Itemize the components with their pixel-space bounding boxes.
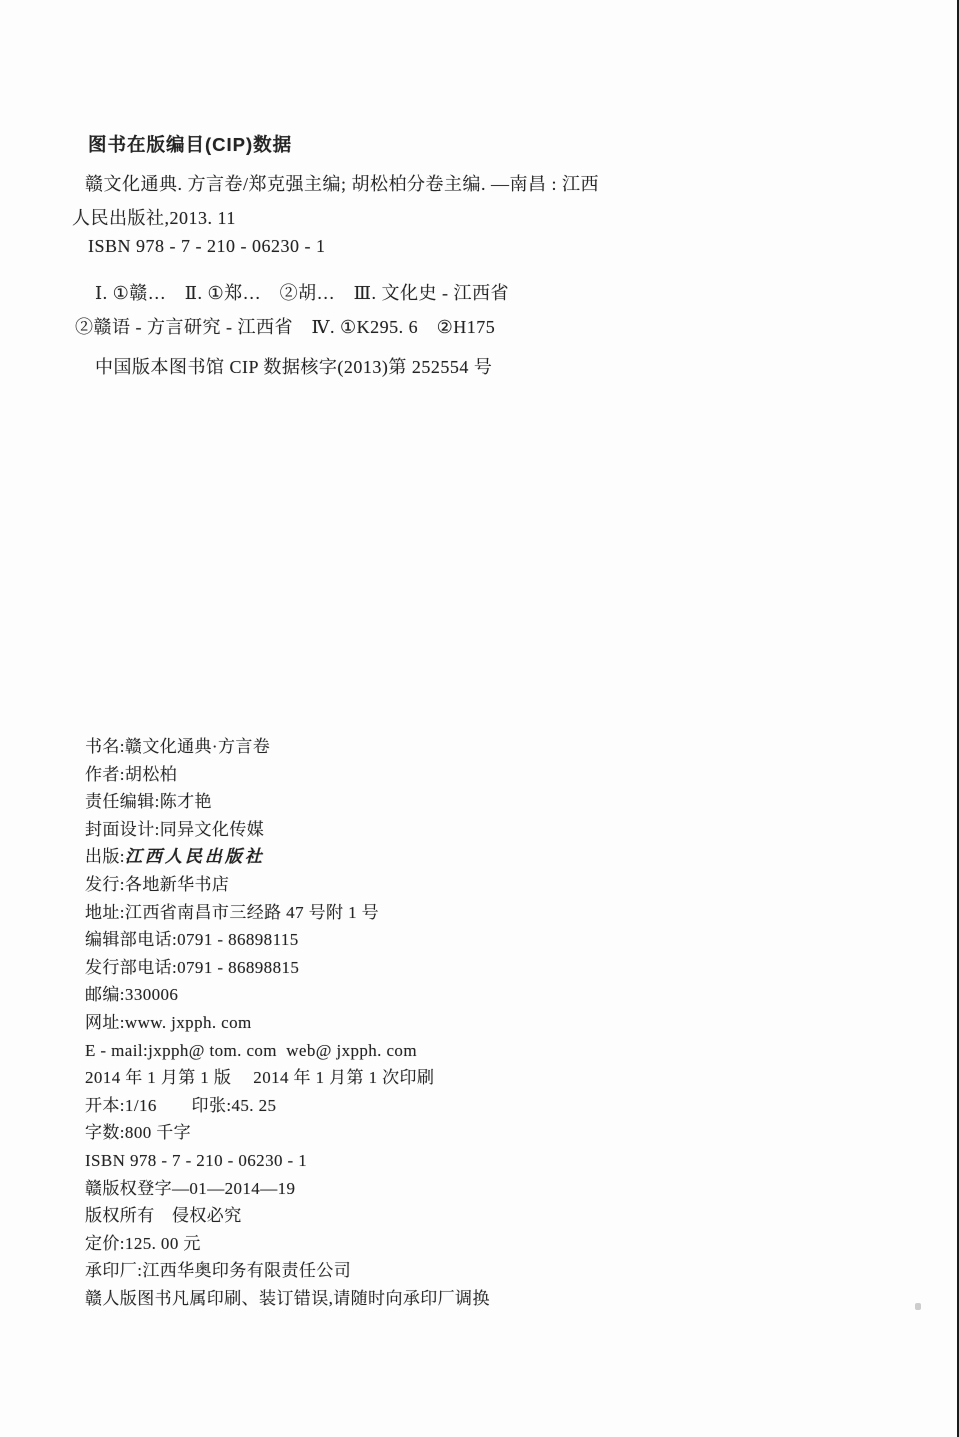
colophon-line-rights-notice: 版权所有 侵权必究 bbox=[85, 1206, 242, 1226]
cip-classification-line1: Ⅰ. ①赣… Ⅱ. ①郑… ②胡… Ⅲ. 文化史 - 江西省 bbox=[95, 283, 509, 303]
cip-entry-line1: 赣文化通典. 方言卷/郑克强主编; 胡松柏分卷主编. —南昌 : 江西 bbox=[85, 174, 600, 194]
colophon-line-edition: 2014 年 1 月第 1 版 2014 年 1 月第 1 次印刷 bbox=[85, 1068, 435, 1088]
colophon-line-publisher bbox=[85, 843, 785, 871]
colophon-line-email: E - mail:jxpph@ tom. com web@ jxpph. com bbox=[85, 1040, 417, 1060]
colophon-line-editorial-phone: 编辑部电话:0791 - 86898115 bbox=[85, 930, 299, 950]
colophon-line-word-count: 字数:800 千字 bbox=[85, 1123, 192, 1143]
colophon-line-postcode: 邮编:330006 bbox=[85, 985, 179, 1005]
colophon-line-format-sheets: 开本:1/16 印张:45. 25 bbox=[85, 1095, 277, 1115]
colophon-line-exchange-notice: 赣人版图书凡属印刷、装订错误,请随时向承印厂调换 bbox=[85, 1288, 490, 1308]
cip-entry-line2: 人民出版社,2013. 11 bbox=[72, 208, 236, 228]
colophon-line-distributor: 发行:各地新华书店 bbox=[85, 874, 230, 894]
colophon-line-copyright-registration: 赣版权登字—01—2014—19 bbox=[85, 1178, 296, 1198]
colophon-line-price: 定价:125. 00 元 bbox=[85, 1233, 201, 1253]
cip-heading: 图书在版编目(CIP)数据 bbox=[88, 134, 293, 155]
publisher-brand-name: 江西人民出版社 bbox=[124, 847, 265, 867]
colophon-block bbox=[85, 733, 785, 1312]
cip-registry-number: 中国版本图书馆 CIP 数据核字(2013)第 252554 号 bbox=[95, 357, 493, 377]
colophon-line-address: 地址:江西省南昌市三经路 47 号附 1 号 bbox=[85, 902, 380, 922]
colophon-line-book-title: 书名:赣文化通典·方言卷 bbox=[85, 737, 271, 756]
cip-classification-line2: ②赣语 - 方言研究 - 江西省 Ⅳ. ①K295. 6 ②H175 bbox=[75, 317, 496, 337]
colophon-line-website: 网址:www. jxpph. com bbox=[85, 1012, 252, 1032]
colophon-line-isbn: ISBN 978 - 7 - 210 - 06230 - 1 bbox=[85, 1150, 308, 1170]
publisher-label: 出版: bbox=[85, 847, 125, 867]
cip-isbn: ISBN 978 - 7 - 210 - 06230 - 1 bbox=[88, 236, 326, 256]
scan-speck-artifact bbox=[915, 1303, 921, 1310]
colophon-line-author: 作者:胡松柏 bbox=[85, 764, 178, 784]
colophon-line-cover-design: 封面设计:同异文化传媒 bbox=[85, 819, 265, 839]
colophon-line-editor: 责任编辑:陈才艳 bbox=[85, 792, 212, 812]
colophon-line-printer: 承印厂:江西华奥印务有限责任公司 bbox=[85, 1261, 352, 1281]
colophon-line-distribution-phone: 发行部电话:0791 - 86898815 bbox=[85, 957, 300, 977]
